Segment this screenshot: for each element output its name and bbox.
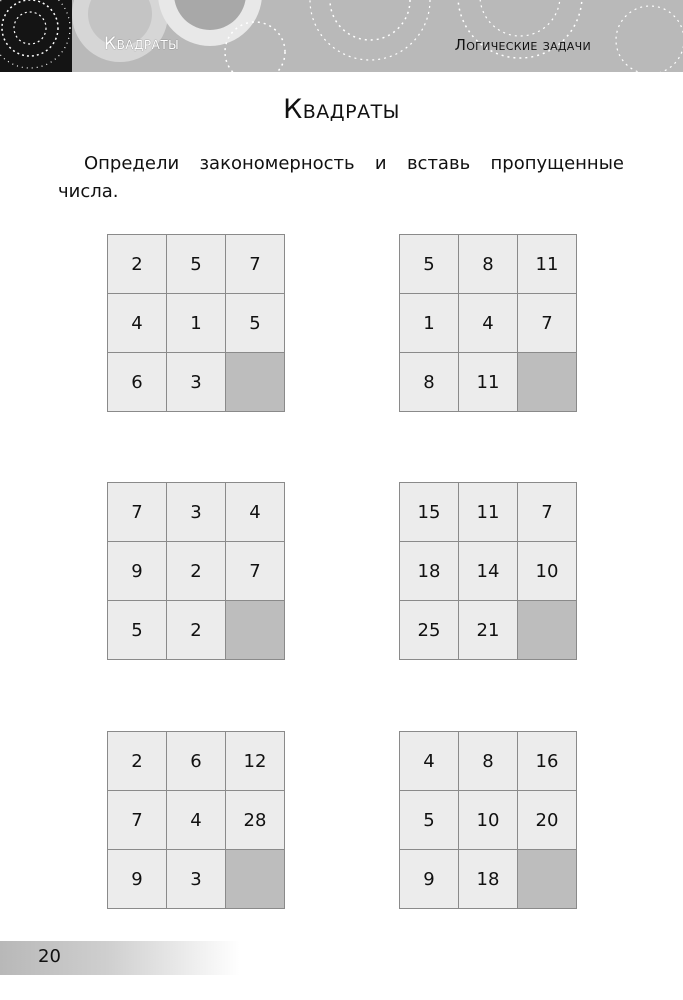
grid-cell: 5 (108, 601, 167, 660)
grid-cell: 8 (459, 235, 518, 294)
grid-row (400, 850, 577, 909)
grid-row (400, 294, 577, 353)
grid-cell: 6 (108, 353, 167, 412)
grid-row (400, 732, 577, 791)
grid-row (400, 601, 577, 660)
grid-row (400, 353, 577, 412)
grid-cell: 1 (400, 294, 459, 353)
grid-cell: 20 (518, 791, 577, 850)
task-instruction: Определи закономерность и вставь пропущенные числа. (58, 153, 624, 202)
grid-cell: 16 (518, 732, 577, 791)
grid-cell: 3 (167, 353, 226, 412)
grid-cell: 2 (167, 601, 226, 660)
puzzle-grid-5 (107, 731, 285, 909)
grid-cell: 7 (226, 542, 285, 601)
grid-row (108, 353, 285, 412)
grid-cell: 4 (400, 732, 459, 791)
grid-cell: 8 (400, 353, 459, 412)
puzzle-grid-6 (399, 731, 577, 909)
grid-cell: 18 (459, 850, 518, 909)
grid-cell: 14 (459, 542, 518, 601)
missing-number-cell[interactable] (518, 850, 577, 909)
grid-row (108, 850, 285, 909)
grid-row (400, 235, 577, 294)
grid-cell: 7 (518, 483, 577, 542)
grid-cell: 10 (459, 791, 518, 850)
grid-cell: 6 (167, 732, 226, 791)
puzzle-grid-2 (399, 234, 577, 412)
grid-cell: 11 (518, 235, 577, 294)
puzzle-grid-1 (107, 234, 285, 412)
grid-row (400, 791, 577, 850)
grid-row (400, 542, 577, 601)
grid-cell: 9 (400, 850, 459, 909)
page-header (0, 0, 683, 72)
grid-cell: 12 (226, 732, 285, 791)
grid-row (108, 732, 285, 791)
grid-cell: 3 (167, 483, 226, 542)
grid-row (400, 483, 577, 542)
grid-cell: 4 (167, 791, 226, 850)
puzzle-grid-3 (107, 482, 285, 660)
header-chapter-title: Логические задачи (454, 36, 591, 54)
missing-number-cell[interactable] (518, 353, 577, 412)
grid-cell: 4 (459, 294, 518, 353)
missing-number-cell[interactable] (226, 601, 285, 660)
missing-number-cell[interactable] (226, 850, 285, 909)
grid-cell: 18 (400, 542, 459, 601)
grid-cell: 7 (518, 294, 577, 353)
footer-gradient-bar (0, 941, 240, 975)
grid-cell: 5 (226, 294, 285, 353)
grid-cell: 9 (108, 542, 167, 601)
grid-cell: 1 (167, 294, 226, 353)
grid-cell: 2 (108, 235, 167, 294)
grid-cell: 7 (108, 791, 167, 850)
puzzle-grid-4 (399, 482, 577, 660)
grid-cell: 3 (167, 850, 226, 909)
grid-cell: 5 (400, 791, 459, 850)
grid-cell: 7 (108, 483, 167, 542)
grid-cell: 28 (226, 791, 285, 850)
grid-cell: 21 (459, 601, 518, 660)
grid-row (108, 483, 285, 542)
grid-cell: 2 (167, 542, 226, 601)
grid-cell: 25 (400, 601, 459, 660)
missing-number-cell[interactable] (226, 353, 285, 412)
grid-row (108, 791, 285, 850)
grid-row (108, 601, 285, 660)
grid-cell: 2 (108, 732, 167, 791)
grid-cell: 4 (108, 294, 167, 353)
header-section-title: Квадраты (104, 34, 180, 54)
page-number: 20 (38, 946, 61, 967)
grid-cell: 11 (459, 353, 518, 412)
grid-cell: 5 (400, 235, 459, 294)
grid-cell: 5 (167, 235, 226, 294)
grid-cell: 9 (108, 850, 167, 909)
grid-row (108, 542, 285, 601)
grid-cell: 10 (518, 542, 577, 601)
grid-row (108, 294, 285, 353)
grid-cell: 15 (400, 483, 459, 542)
grid-cell: 7 (226, 235, 285, 294)
missing-number-cell[interactable] (518, 601, 577, 660)
grid-row (108, 235, 285, 294)
grid-cell: 4 (226, 483, 285, 542)
grid-cell: 8 (459, 732, 518, 791)
grid-cell: 11 (459, 483, 518, 542)
page-title: Квадраты (283, 94, 400, 125)
